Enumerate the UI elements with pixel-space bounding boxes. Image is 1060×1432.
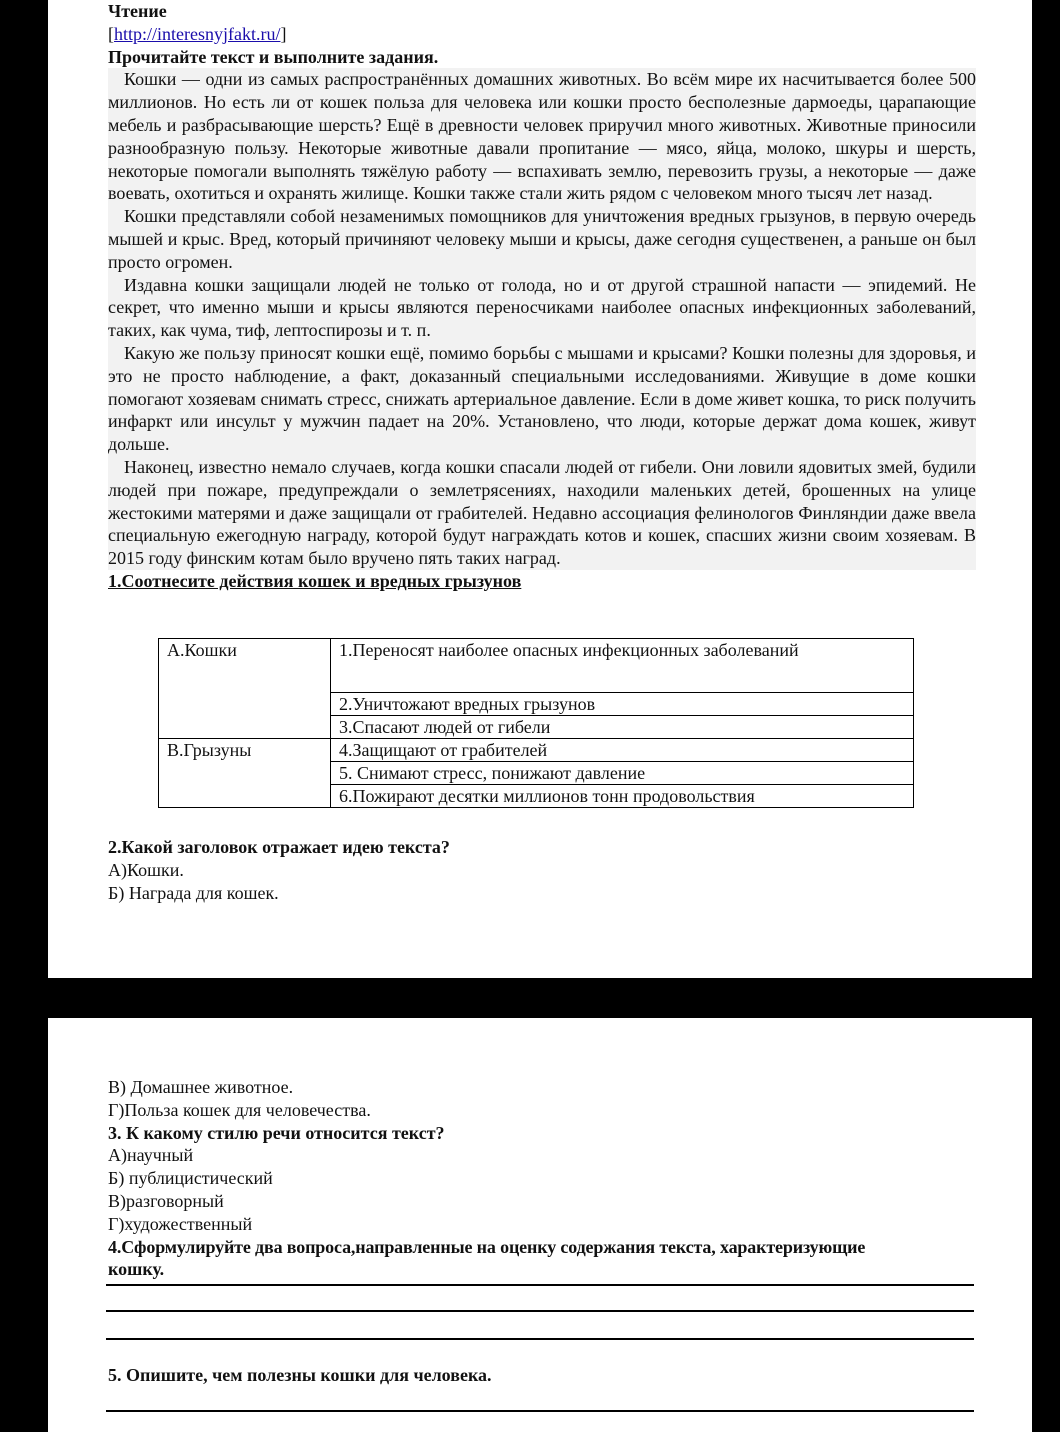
instruction: Прочитайте текст и выполните задания. xyxy=(108,46,439,67)
page-2-content xyxy=(108,1076,976,1281)
table-cell-rodents: В.Грызуны xyxy=(159,739,331,808)
matching-table xyxy=(158,638,914,808)
source-link[interactable]: http://interesnyjfakt.ru/ xyxy=(114,23,281,44)
task2-option: А)Кошки. xyxy=(108,859,184,880)
task2-option: Г)Польза кошек для человечества. xyxy=(108,1099,371,1120)
table-cell-action: 5. Снимают стресс, понижают давление xyxy=(331,762,914,785)
task4-title: 4.Сформулируйте два вопроса,направленные на оценку содержания текста, характеризующие xyxy=(108,1236,866,1257)
task3-option: А)научный xyxy=(108,1145,194,1166)
page-1 xyxy=(48,0,1032,978)
task2-block xyxy=(108,836,976,904)
table-cell-cats: А.Кошки xyxy=(159,639,331,739)
task3-option: В)разговорный xyxy=(108,1190,224,1211)
table-cell-action: 6.Пожирают десятки миллионов тонн продовольствия xyxy=(331,785,914,808)
passage-paragraph: Какую же пользу приносят кошки ещё, помимо борьбы с мышами и крысами? Кошки полезны для здоровья, и это не просто наблюдение, а факт, доказанный специальными исследованиями. Живущие в доме кошки помогают хозяевам снимать стресс, снижать артериальное давление. Если в доме живет кошка, то риск получить инфаркт или инсульт у мужчин падает на 20%. Установлено, что люди, которые держат дома кошек, живут дольше. xyxy=(108,342,976,455)
task4-title-cont: кошку. xyxy=(108,1259,165,1280)
reading-passage xyxy=(108,68,976,570)
answer-line[interactable] xyxy=(106,1310,974,1312)
task1-title: 1.Соотнесите действия кошек и вредных грызунов xyxy=(108,570,522,591)
task5-title: 5. Опишите, чем полезны кошки для человека. xyxy=(108,1365,492,1385)
passage-paragraph: Издавна кошки защищали людей не только от голода, но и от другой страшной напасти — эпидемий. Не секрет, что именно мыши и крысы являются переносчиками наиболее опасных инфекционных заболеваний, таких, как чума, тиф, лептоспирозы и т. п. xyxy=(108,274,976,341)
link-open-bracket: [ xyxy=(108,23,114,44)
table-cell-action: 1.Переносят наиболее опасных инфекционных заболеваний xyxy=(331,639,914,693)
page-2 xyxy=(48,1018,1032,1432)
task3-option: Г)художественный xyxy=(108,1213,253,1234)
task2-option: В) Домашнее животное. xyxy=(108,1077,294,1097)
task5-block xyxy=(108,1364,976,1387)
table-cell-action: 3.Спасают людей от гибели xyxy=(331,716,914,739)
passage-paragraph: Наконец, известно немало случаев, когда кошки спасали людей от гибели. Они ловили ядовитых змей, будили людей при пожаре, предупреждали о землетрясениях, находили маленьких детей, брошенных на улице жестокими матерями и даже защищали от грабителей. Недавно ассоциация фелинологов Финляндии даже ввела специальную ежегодную награду, которой будут награждать котов и кошек, спасших жизни своим хозяевам. В 2015 году финским котам было вручено пять таких наград. xyxy=(108,456,976,569)
task3-title: 3. К какому стилю речи относится текст? xyxy=(108,1122,445,1143)
table-cell-action: 4.Защищают от грабителей xyxy=(331,739,914,762)
passage-paragraph: Кошки — одни из самых распространённых домашних животных. Во всём мире их насчитывается более 500 миллионов. Но есть ли от кошек польза для человека или кошки просто бесполезные дармоеды, царапающие мебель и разбрасывающие шерсть? Ещё в древности человек приручил много животных. Животные приносили разнообразную пользу. Некоторые животные давали пропитание — мясо, яйца, молоко, шкуры и шерсть, некоторые помогали выполнять тяжёлую работу — вспахивать землю, перевозить грузы, а некоторые — даже воевать, охотиться и охранять жилище. Кошки также стали жить рядом с человеком много тысяч лет назад. xyxy=(108,69,976,204)
source-link-line xyxy=(108,23,976,46)
answer-line[interactable] xyxy=(106,1284,974,1286)
table-cell-action: 2.Уничтожают вредных грызунов xyxy=(331,693,914,716)
answer-line[interactable] xyxy=(106,1338,974,1340)
page-1-content xyxy=(108,0,976,593)
answer-line[interactable] xyxy=(106,1410,974,1412)
section-title: Чтение xyxy=(108,1,167,21)
task2-title: 2.Какой заголовок отражает идею текста? xyxy=(108,837,450,857)
link-close-bracket: ] xyxy=(280,23,287,44)
passage-paragraph: Кошки представляли собой незаменимых помощников для уничтожения вредных грызунов, в первую очередь мышей и крыс. Вред, который причиняют человеку мыши и крысы, даже сегодня существенен, а раньше он был просто огромен. xyxy=(108,206,976,272)
task2-option: Б) Награда для кошек. xyxy=(108,882,279,903)
task3-option: Б) публицистический xyxy=(108,1168,273,1189)
